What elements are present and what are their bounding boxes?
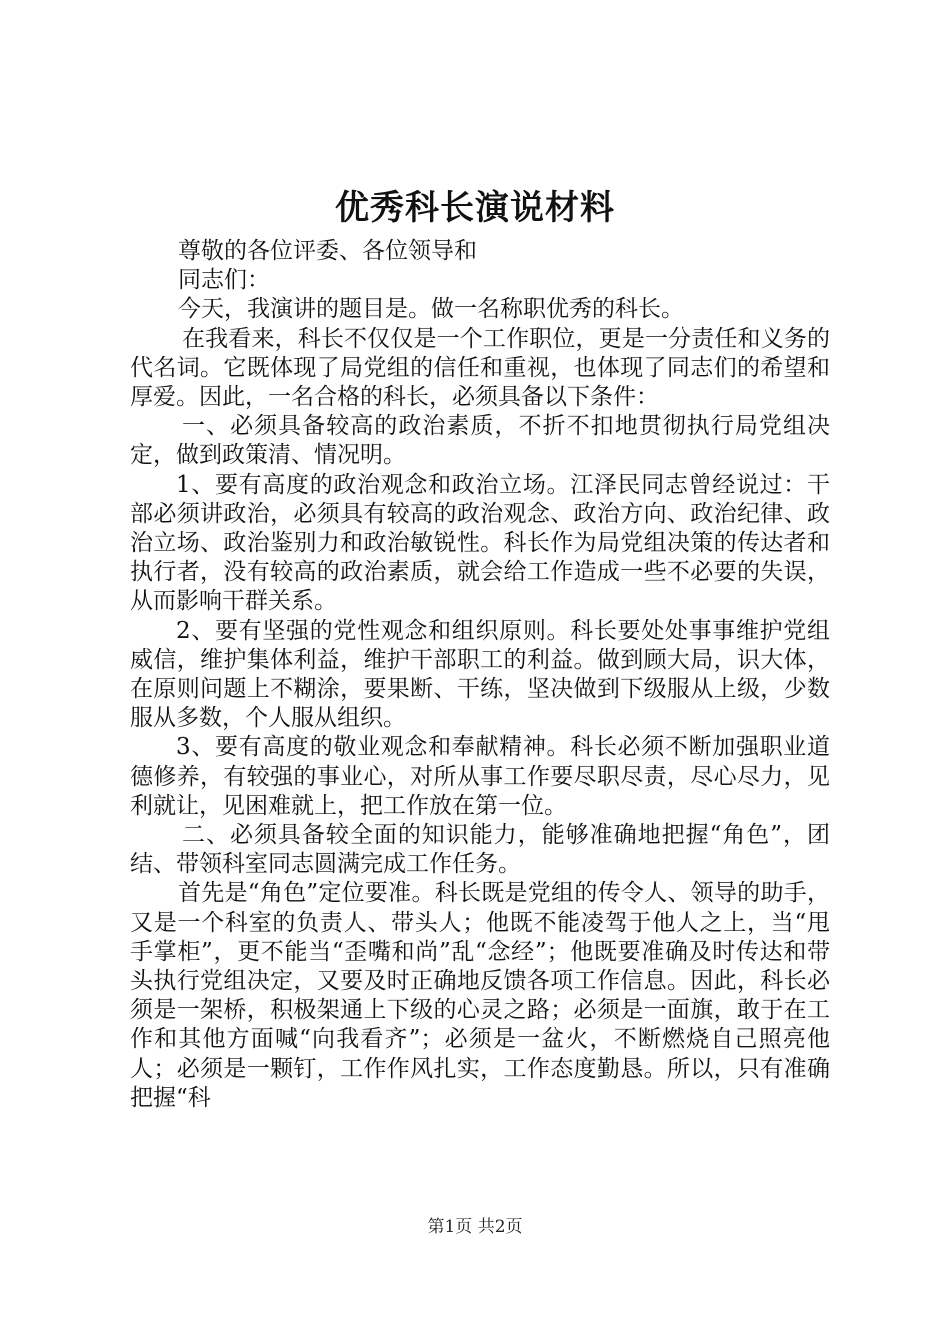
section-heading-2: 二、必须具备较全面的知识能力，能够准确地把握“角色”，团结、带领科室同志圆满完成工作任务。 xyxy=(130,822,830,878)
point-3-paragraph: 3、要有高度的敬业观念和奉献精神。科长必须不断加强职业道德修养，有较强的事业心，对所从事工作要尽职尽责，尽心尽力，见利就让，见困难就上，把工作放在第一位。 xyxy=(130,734,830,819)
role-paragraph: 首先是“角色”定位要准。科长既是党组的传令人、领导的助手，又是一个科室的负责人、带头人；他既不能凌驾于他人之上，当“甩手掌柜”，更不能当“歪嘴和尚”乱“念经”；他既要准确及时传达和带头执行党组决定，又要及时正确地反馈各项工作信息。因此，科长必须是一架桥，积极架通上下级的心灵之路；必须是一面旗，敢于在工作和其他方面喊“向我看齐”；必须是一盆火，不断燃烧自己照亮他人；必须是一颗钉，工作作风扎实，工作态度勤恳。所以，只有准确把握“科 xyxy=(130,880,830,1111)
intro-paragraph: 在我看来，科长不仅仅是一个工作职位，更是一分责任和义务的代名词。它既体现了局党组的信任和重视，也体现了同志们的希望和厚爱。因此，一名合格的科长，必须具备以下条件： xyxy=(130,325,830,411)
point-2-paragraph: 2、要有坚强的党性观念和组织原则。科长要处处事事维护党组威信，维护集体利益，维护干部职工的利益。做到顾大局，识大体，在原则问题上不糊涂，要果断、干练，坚决做到下级服从上级，少数服从多数，个人服从组织。 xyxy=(130,617,830,732)
salutation-line-1: 尊敬的各位评委、各位领导和 xyxy=(178,238,477,264)
salutation-line-2: 同志们： xyxy=(178,267,270,294)
section-heading-1: 一、必须具备较高的政治素质，不折不扣地贯彻执行局党组决定，做到政策清、情况明。 xyxy=(130,413,830,469)
page-footer: 第1页 共2页 xyxy=(427,1217,523,1237)
point-1-paragraph: 1、要有高度的政治观念和政治立场。江泽民同志曾经说过：干部必须讲政治，必须具有较高的政治观念、政治方向、政治纪律、政治立场、政治鉴别力和政治敏锐性。科长作为局党组决策的传达者和执行者，没有较高的政治素质，就会给工作造成一些不必要的失误，从而影响干群关系。 xyxy=(130,471,830,615)
document-body xyxy=(130,237,830,1113)
document-title: 优秀科长演说材料 xyxy=(335,188,615,228)
speech-topic: 今天，我演讲的题目是。做一名称职优秀的科长。 xyxy=(178,296,684,323)
